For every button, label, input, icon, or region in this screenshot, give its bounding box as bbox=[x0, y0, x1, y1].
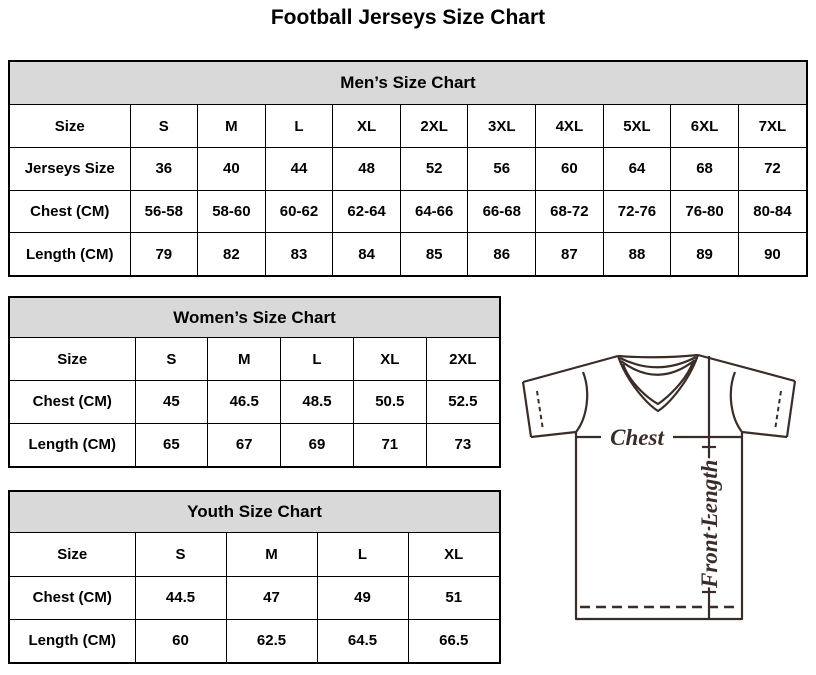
jersey-measurement-diagram bbox=[510, 330, 816, 675]
chest-label: Chest bbox=[610, 425, 664, 450]
men-cell-r0c8: 5XL bbox=[603, 105, 671, 148]
women-cell-r2c5: 73 bbox=[426, 423, 499, 466]
men-cell-r1c8: 64 bbox=[603, 148, 671, 191]
men-cell-r1c5: 52 bbox=[400, 148, 468, 191]
youth-cell-r2c3: 64.5 bbox=[317, 619, 408, 662]
men-row-label-0: Size bbox=[10, 105, 130, 148]
youth-cell-r1c3: 49 bbox=[317, 576, 408, 619]
women-cell-r0c1: S bbox=[135, 338, 208, 381]
men-cell-r0c4: XL bbox=[333, 105, 401, 148]
youth-cell-r1c1: 44.5 bbox=[135, 576, 226, 619]
women-cell-r1c3: 48.5 bbox=[281, 381, 354, 424]
men-cell-r1c2: 40 bbox=[198, 148, 266, 191]
men-cell-r3c9: 89 bbox=[671, 233, 739, 276]
men-row-label-3: Length (CM) bbox=[10, 233, 130, 276]
men-table-row-3 bbox=[10, 233, 806, 276]
youth-row-label-0: Size bbox=[10, 533, 135, 576]
women-table-row-2 bbox=[10, 423, 499, 466]
jersey-diagram-svg bbox=[510, 330, 816, 675]
youth-row-label-1: Chest (CM) bbox=[10, 576, 135, 619]
youth-cell-r0c4: XL bbox=[408, 533, 499, 576]
mens-size-chart-title: Men’s Size Chart bbox=[10, 62, 806, 105]
men-cell-r2c10: 80-84 bbox=[738, 190, 806, 233]
women-cell-r2c3: 69 bbox=[281, 423, 354, 466]
youth-cell-r2c2: 62.5 bbox=[226, 619, 317, 662]
women-cell-r1c2: 46.5 bbox=[208, 381, 281, 424]
men-row-label-2: Chest (CM) bbox=[10, 190, 130, 233]
jersey-right-shoulder bbox=[698, 355, 795, 381]
men-cell-r2c1: 56-58 bbox=[130, 190, 198, 233]
jersey-left-armhole bbox=[576, 372, 587, 432]
men-cell-r0c2: M bbox=[198, 105, 266, 148]
men-cell-r0c3: L bbox=[265, 105, 333, 148]
men-cell-r1c7: 60 bbox=[536, 148, 604, 191]
youth-size-chart bbox=[8, 490, 501, 664]
men-cell-r3c1: 79 bbox=[130, 233, 198, 276]
youth-table-row-1 bbox=[10, 576, 499, 619]
page-title: Football Jerseys Size Chart bbox=[270, 6, 546, 29]
men-cell-r2c2: 58-60 bbox=[198, 190, 266, 233]
men-cell-r0c5: 2XL bbox=[400, 105, 468, 148]
women-table-row-0 bbox=[10, 338, 499, 381]
women-cell-r2c2: 67 bbox=[208, 423, 281, 466]
men-cell-r1c9: 68 bbox=[671, 148, 739, 191]
women-cell-r0c2: M bbox=[208, 338, 281, 381]
women-row-label-0: Size bbox=[10, 338, 135, 381]
women-row-label-1: Chest (CM) bbox=[10, 381, 135, 424]
youth-cell-r2c4: 66.5 bbox=[408, 619, 499, 662]
men-cell-r2c3: 60-62 bbox=[265, 190, 333, 233]
men-cell-r0c10: 7XL bbox=[738, 105, 806, 148]
jersey-left-sleeve-seam-dashed bbox=[537, 391, 543, 430]
men-cell-r1c1: 36 bbox=[130, 148, 198, 191]
women-cell-r0c4: XL bbox=[353, 338, 426, 381]
women-cell-r0c5: 2XL bbox=[426, 338, 499, 381]
youth-cell-r1c4: 51 bbox=[408, 576, 499, 619]
jersey-left-sleeve-cuff bbox=[531, 432, 576, 437]
youth-table-row-0 bbox=[10, 533, 499, 576]
men-cell-r0c9: 6XL bbox=[671, 105, 739, 148]
men-table-row-0 bbox=[10, 105, 806, 148]
men-cell-r2c4: 62-64 bbox=[333, 190, 401, 233]
womens-size-table bbox=[10, 338, 499, 466]
men-cell-r1c3: 44 bbox=[265, 148, 333, 191]
women-cell-r1c4: 50.5 bbox=[353, 381, 426, 424]
men-cell-r2c6: 66-68 bbox=[468, 190, 536, 233]
mens-size-chart bbox=[8, 60, 808, 277]
mens-size-table bbox=[10, 105, 806, 275]
jersey-collar-top bbox=[618, 355, 698, 357]
men-cell-r3c3: 83 bbox=[265, 233, 333, 276]
men-table-row-1 bbox=[10, 148, 806, 191]
womens-size-chart-title: Women’s Size Chart bbox=[10, 298, 499, 338]
men-cell-r3c7: 87 bbox=[536, 233, 604, 276]
men-cell-r1c6: 56 bbox=[468, 148, 536, 191]
jersey-right-armhole bbox=[731, 372, 742, 432]
youth-cell-r0c1: S bbox=[135, 533, 226, 576]
jersey-right-sleeve-outer bbox=[787, 381, 795, 437]
men-cell-r0c7: 4XL bbox=[536, 105, 604, 148]
jersey-collar-back-arc-1 bbox=[620, 357, 696, 367]
jersey-right-sleeve-seam-dashed bbox=[775, 391, 781, 430]
men-cell-r2c5: 64-66 bbox=[400, 190, 468, 233]
men-cell-r3c2: 82 bbox=[198, 233, 266, 276]
men-cell-r0c6: 3XL bbox=[468, 105, 536, 148]
men-table-row-2 bbox=[10, 190, 806, 233]
youth-row-label-2: Length (CM) bbox=[10, 619, 135, 662]
men-cell-r3c6: 86 bbox=[468, 233, 536, 276]
youth-size-chart-title: Youth Size Chart bbox=[10, 492, 499, 533]
women-table-row-1 bbox=[10, 381, 499, 424]
men-cell-r0c1: S bbox=[130, 105, 198, 148]
women-cell-r2c1: 65 bbox=[135, 423, 208, 466]
youth-table-row-2 bbox=[10, 619, 499, 662]
women-cell-r1c1: 45 bbox=[135, 381, 208, 424]
men-cell-r1c4: 48 bbox=[333, 148, 401, 191]
women-cell-r0c3: L bbox=[281, 338, 354, 381]
youth-cell-r2c1: 60 bbox=[135, 619, 226, 662]
men-cell-r3c4: 84 bbox=[333, 233, 401, 276]
men-cell-r3c8: 88 bbox=[603, 233, 671, 276]
youth-cell-r0c2: M bbox=[226, 533, 317, 576]
men-cell-r2c9: 76-80 bbox=[671, 190, 739, 233]
front-length-label: Front Length bbox=[697, 459, 722, 588]
women-row-label-2: Length (CM) bbox=[10, 423, 135, 466]
men-cell-r2c7: 68-72 bbox=[536, 190, 604, 233]
jersey-right-sleeve-cuff bbox=[742, 432, 787, 437]
womens-size-chart bbox=[8, 296, 501, 468]
women-cell-r1c5: 52.5 bbox=[426, 381, 499, 424]
youth-cell-r0c3: L bbox=[317, 533, 408, 576]
men-cell-r3c5: 85 bbox=[400, 233, 468, 276]
jersey-left-sleeve-outer bbox=[523, 382, 531, 437]
youth-cell-r1c2: 47 bbox=[226, 576, 317, 619]
women-cell-r2c4: 71 bbox=[353, 423, 426, 466]
jersey-left-shoulder bbox=[523, 356, 618, 382]
youth-size-table bbox=[10, 533, 499, 662]
men-cell-r1c10: 72 bbox=[738, 148, 806, 191]
men-cell-r3c10: 90 bbox=[738, 233, 806, 276]
men-row-label-1: Jerseys Size bbox=[10, 148, 130, 191]
men-cell-r2c8: 72-76 bbox=[603, 190, 671, 233]
